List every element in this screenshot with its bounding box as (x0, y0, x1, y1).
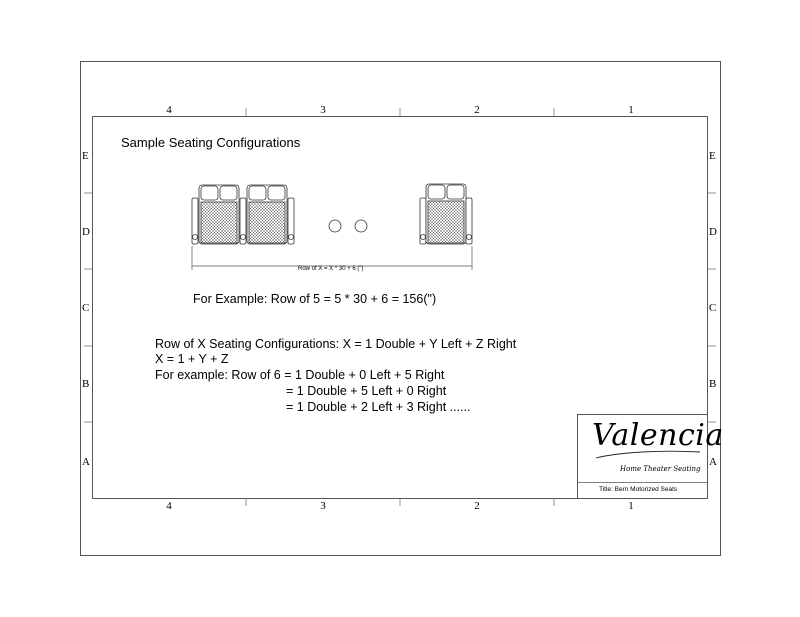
grid-row-right-c: C (709, 302, 717, 314)
drawing-title: Title: Bern Motorized Seats (599, 486, 678, 493)
grid-row-right-a: A (709, 456, 717, 468)
grid-row-left-a: A (82, 456, 90, 468)
dimension-label: Row of X = X * 30 + 6 (") (298, 266, 364, 272)
grid-col-top-2: 2 (474, 104, 480, 116)
grid-row-right-e: E (709, 150, 716, 162)
example-formula: For Example: Row of 5 = 5 * 30 + 6 = 156(") (193, 292, 437, 306)
grid-row-right-d: D (709, 226, 717, 238)
brand-tagline: Home Theater Seating (620, 465, 701, 473)
config-line-3: For example: Row of 6 = 1 Double + 0 Left + 5 Right (155, 368, 445, 382)
grid-col-bottom-4: 4 (166, 500, 172, 512)
grid-row-left-e: E (82, 150, 89, 162)
config-line-4: = 1 Double + 5 Left + 0 Right (286, 384, 447, 398)
grid-col-top-3: 3 (320, 104, 326, 116)
grid-col-top-4: 4 (166, 104, 172, 116)
brand-logo: Valencia (592, 418, 724, 453)
seat-group-right (420, 184, 472, 244)
grid-row-left-b: B (82, 378, 90, 390)
grid-row-left-d: D (82, 226, 90, 238)
grid-col-bottom-3: 3 (320, 500, 326, 512)
grid-col-bottom-1: 1 (628, 500, 634, 512)
config-line-2: X = 1 + Y + Z (155, 352, 229, 366)
grid-row-left-c: C (82, 302, 90, 314)
continuation-circle-1 (329, 220, 341, 232)
page-heading: Sample Seating Configurations (121, 135, 301, 150)
continuation-circle-2 (355, 220, 367, 232)
seat-group-left (192, 185, 294, 244)
config-line-5: = 1 Double + 2 Left + 3 Right ...... (286, 400, 471, 414)
grid-col-bottom-2: 2 (474, 500, 480, 512)
grid-row-right-b: B (709, 378, 717, 390)
config-line-1: Row of X Seating Configurations: X = 1 Double + Y Left + Z Right (155, 337, 517, 351)
grid-col-top-1: 1 (628, 104, 634, 116)
